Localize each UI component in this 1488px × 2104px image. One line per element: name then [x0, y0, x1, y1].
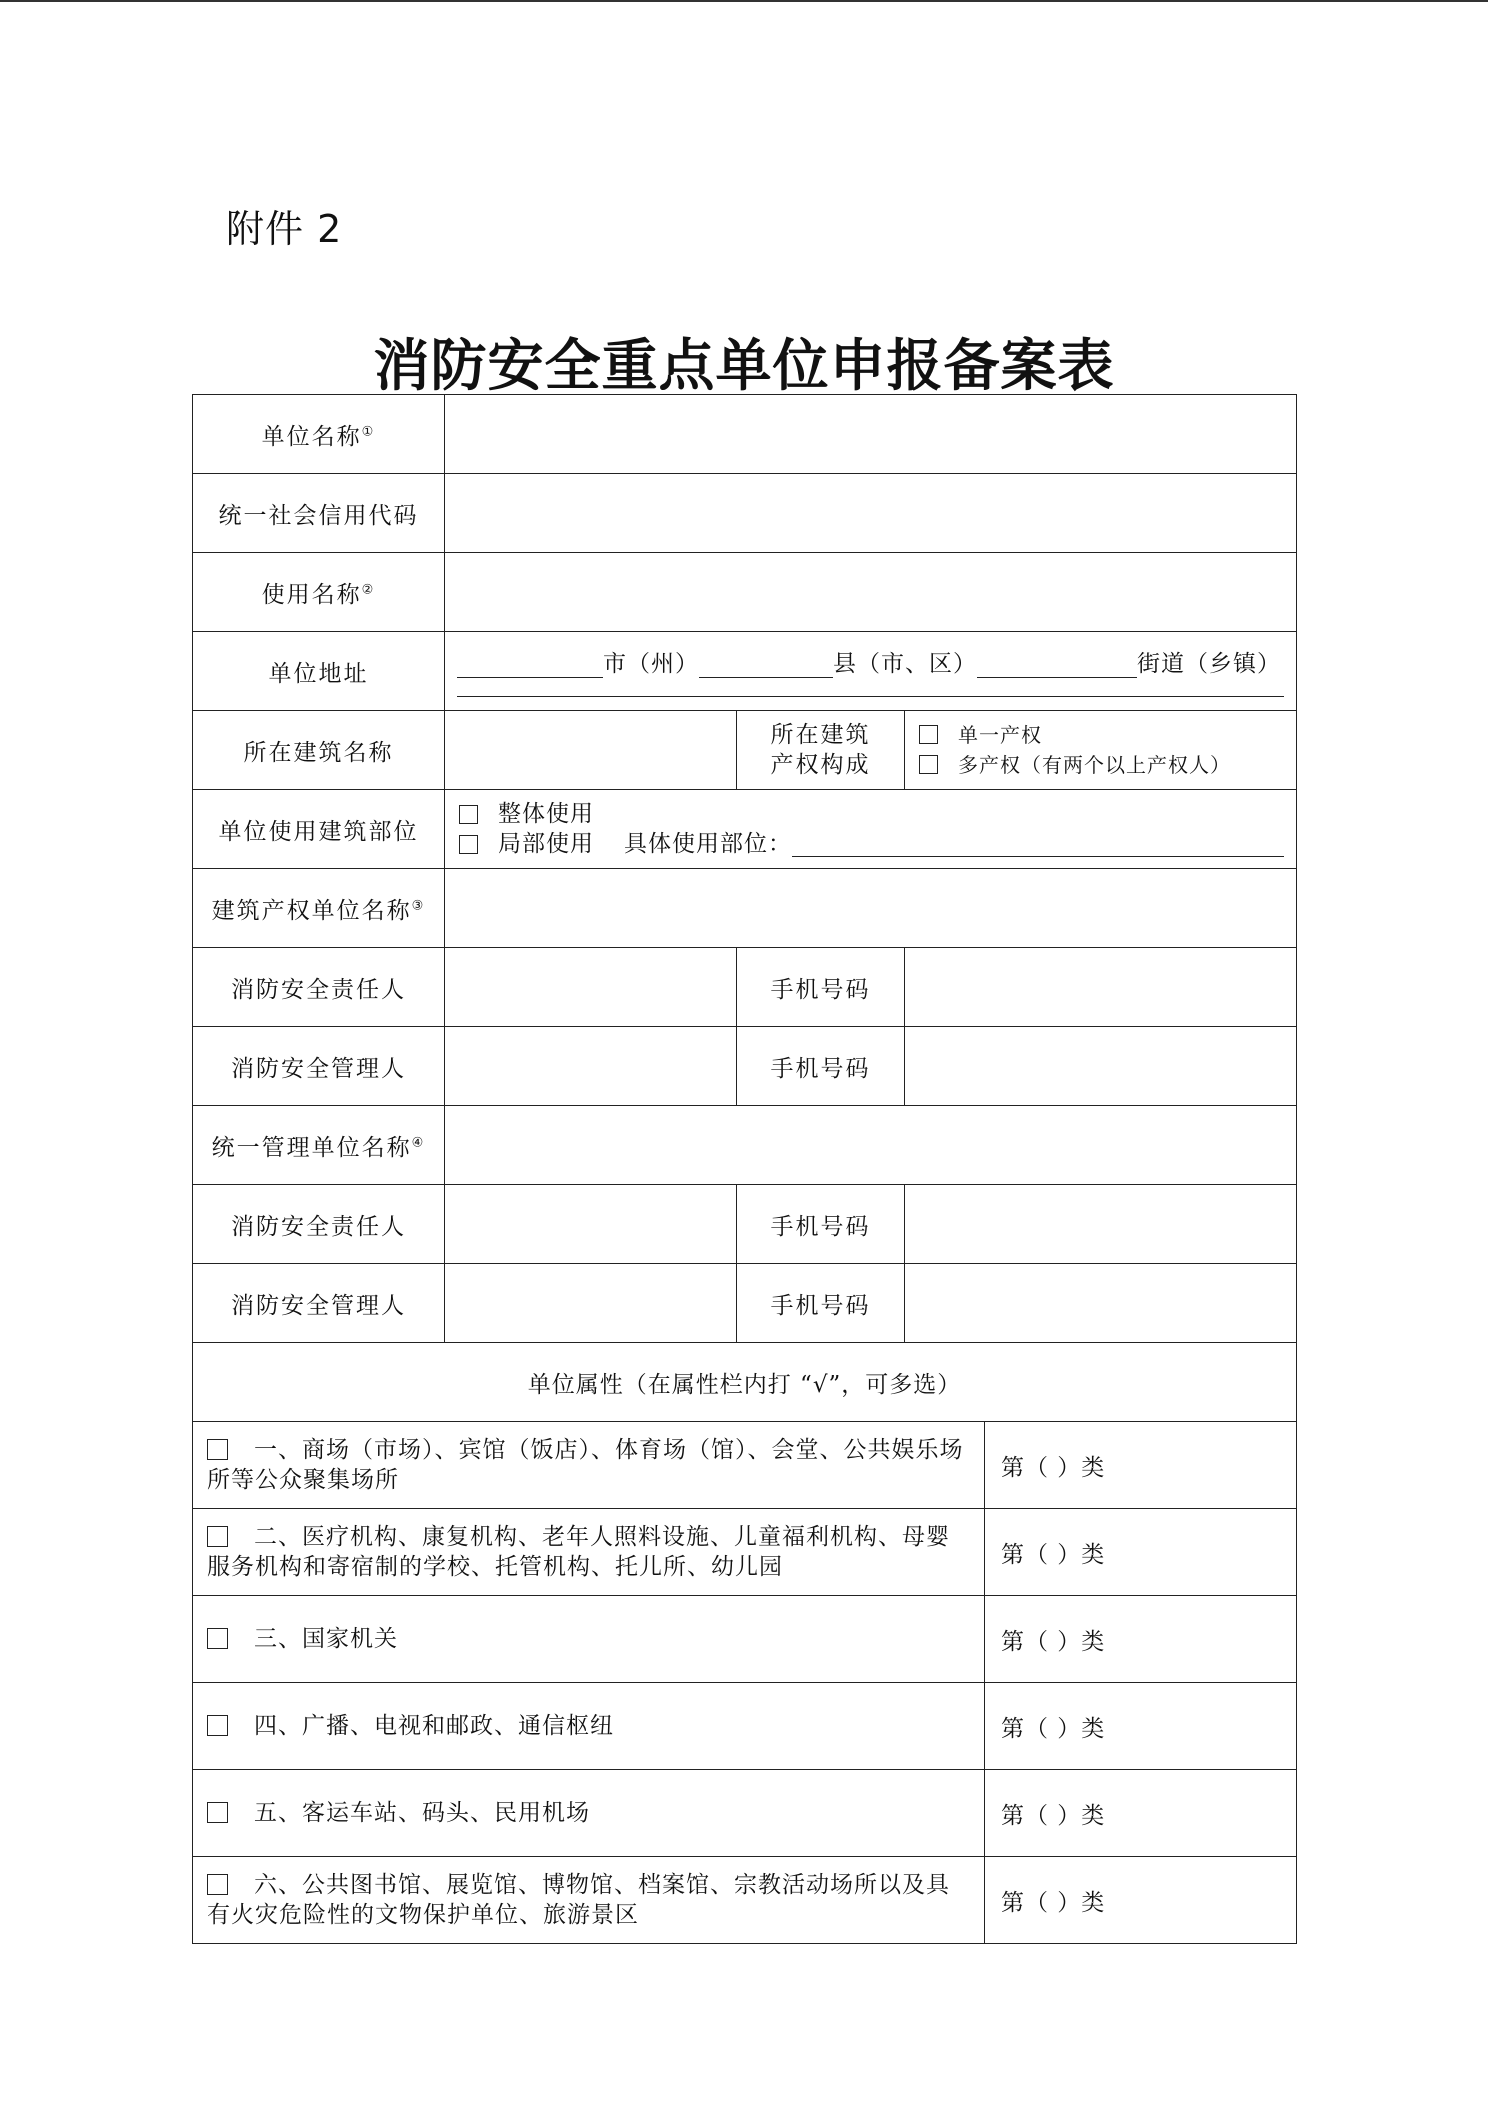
row-mgmt-responsible: [193, 1185, 1297, 1264]
mgmt-manager-phone-field[interactable]: [905, 1264, 1297, 1343]
attribute-class[interactable]: 第（ ）类: [985, 1857, 1297, 1944]
attribute-checkbox[interactable]: [207, 1628, 228, 1649]
usage-specific-blank[interactable]: [792, 832, 1284, 857]
attribute-item: 二、医疗机构、康复机构、老年人照料设施、儿童福利机构、母婴服务机构和寄宿制的学校、托管机构、托儿所、幼儿园: [193, 1509, 985, 1596]
use-name-field[interactable]: [445, 553, 1297, 632]
owner-manager-label: 消防安全管理人: [193, 1027, 445, 1106]
ownership-label: 所在建筑 产权构成: [737, 711, 905, 790]
credit-code-label: 统一社会信用代码: [193, 474, 445, 553]
building-name-label: 所在建筑名称: [193, 711, 445, 790]
row-building: [193, 711, 1297, 790]
use-name-label: 使用名称②: [193, 553, 445, 632]
owner-manager-phone-field[interactable]: [905, 1027, 1297, 1106]
attribute-class[interactable]: 第（ ）类: [985, 1683, 1297, 1770]
attribute-checkbox[interactable]: [207, 1526, 228, 1547]
attribute-checkbox[interactable]: [207, 1439, 228, 1460]
mgmt-responsible-label: 消防安全责任人: [193, 1185, 445, 1264]
mgmt-responsible-field[interactable]: [445, 1185, 737, 1264]
mgmt-manager-label: 消防安全管理人: [193, 1264, 445, 1343]
row-owner-responsible: [193, 948, 1297, 1027]
address-county-label: 县（市、区）: [833, 651, 977, 677]
top-border-line: [0, 0, 1488, 2]
mgmt-responsible-phone-field[interactable]: [905, 1185, 1297, 1264]
building-part-label: 单位使用建筑部位: [193, 790, 445, 869]
address-city-label: 市（州）: [603, 651, 699, 677]
attribute-checkbox[interactable]: [207, 1802, 228, 1823]
attribute-class[interactable]: 第（ ）类: [985, 1509, 1297, 1596]
row-owner-name: [193, 869, 1297, 948]
unit-name-label: 单位名称①: [193, 395, 445, 474]
row-mgmt-manager: [193, 1264, 1297, 1343]
owner-manager-field[interactable]: [445, 1027, 737, 1106]
address-label: 单位地址: [193, 632, 445, 711]
attribute-class[interactable]: 第（ ）类: [985, 1770, 1297, 1857]
attribute-row: [193, 1422, 1297, 1509]
page-title: 消防安全重点单位申报备案表: [373, 333, 1115, 399]
attribute-item: 四、广播、电视和邮政、通信枢纽: [193, 1683, 985, 1770]
attribute-row: [193, 1509, 1297, 1596]
attachment-label: 附件 2: [226, 207, 343, 251]
usage-whole-checkbox[interactable]: [459, 805, 478, 824]
owner-responsible-phone-field[interactable]: [905, 948, 1297, 1027]
attribute-item: 一、商场（市场）、宾馆（饭店）、体育场（馆）、会堂、公共娱乐场所等公众聚集场所: [193, 1422, 985, 1509]
mgmt-responsible-phone-label: 手机号码: [737, 1185, 905, 1264]
address-detail-blank[interactable]: [457, 678, 1284, 697]
attribute-row: [193, 1683, 1297, 1770]
row-address: [193, 632, 1297, 711]
credit-code-field[interactable]: [445, 474, 1297, 553]
usage-partial-checkbox[interactable]: [459, 835, 478, 854]
ownership-single-checkbox[interactable]: [919, 725, 938, 744]
attribute-row: [193, 1857, 1297, 1944]
owner-responsible-field[interactable]: [445, 948, 737, 1027]
mgmt-unit-field[interactable]: [445, 1106, 1297, 1185]
row-unit-name: [193, 395, 1297, 474]
attribute-checkbox[interactable]: [207, 1874, 228, 1895]
attribute-checkbox[interactable]: [207, 1715, 228, 1736]
address-street-label: 街道（乡镇）: [1137, 651, 1281, 677]
attribute-row: [193, 1770, 1297, 1857]
city-blank[interactable]: [457, 651, 603, 678]
row-use-name: [193, 553, 1297, 632]
ownership-multi-checkbox[interactable]: [919, 755, 938, 774]
attribute-class[interactable]: 第（ ）类: [985, 1422, 1297, 1509]
mgmt-unit-label: 统一管理单位名称④: [193, 1106, 445, 1185]
address-field[interactable]: [445, 632, 1297, 711]
owner-name-label: 建筑产权单位名称③: [193, 869, 445, 948]
attribute-item: 六、公共图书馆、展览馆、博物馆、档案馆、宗教活动场所以及具有火灾危险性的文物保护单位、旅游景区: [193, 1857, 985, 1944]
attributes-header: 单位属性（在属性栏内打 “√”，可多选）: [193, 1343, 1297, 1422]
owner-responsible-phone-label: 手机号码: [737, 948, 905, 1027]
mgmt-manager-phone-label: 手机号码: [737, 1264, 905, 1343]
owner-responsible-label: 消防安全责任人: [193, 948, 445, 1027]
building-name-field[interactable]: [445, 711, 737, 790]
mgmt-manager-field[interactable]: [445, 1264, 737, 1343]
row-building-part: [193, 790, 1297, 869]
building-part-options: 整体使用 局部使用 具体使用部位：: [445, 790, 1297, 869]
row-credit-code: [193, 474, 1297, 553]
county-blank[interactable]: [699, 651, 833, 678]
attribute-item: 五、客运车站、码头、民用机场: [193, 1770, 985, 1857]
unit-name-field[interactable]: [445, 395, 1297, 474]
owner-name-field[interactable]: [445, 869, 1297, 948]
ownership-options: 单一产权 多产权（有两个以上产权人）: [905, 711, 1297, 790]
row-owner-manager: [193, 1027, 1297, 1106]
filing-form-table: [192, 394, 1297, 1944]
street-blank[interactable]: [977, 651, 1137, 678]
attribute-class[interactable]: 第（ ）类: [985, 1596, 1297, 1683]
attribute-row: [193, 1596, 1297, 1683]
row-attributes-header: [193, 1343, 1297, 1422]
attribute-item: 三、国家机关: [193, 1596, 985, 1683]
row-mgmt-unit: [193, 1106, 1297, 1185]
owner-manager-phone-label: 手机号码: [737, 1027, 905, 1106]
